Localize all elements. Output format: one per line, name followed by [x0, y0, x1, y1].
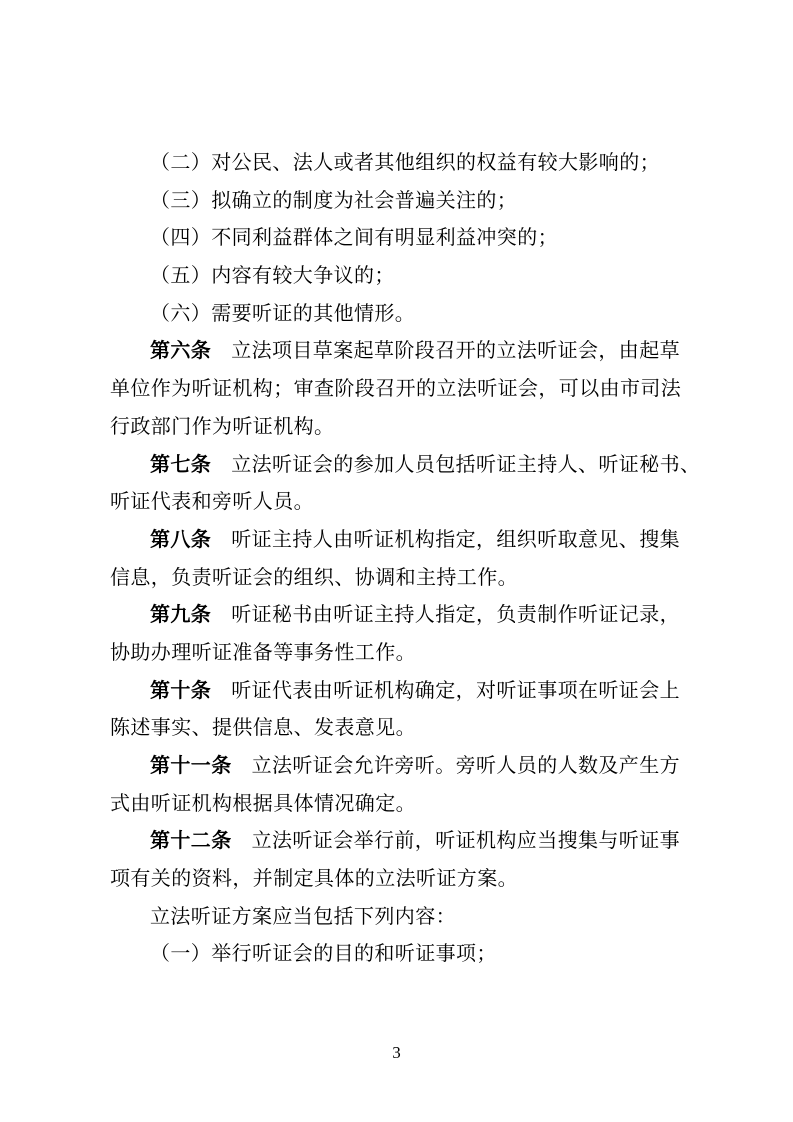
article-text-line: 信息，负责听证会的组织、协调和主持工作。	[110, 564, 518, 589]
article-text-line: 项有关的资料，并制定具体的立法听证方案。	[110, 866, 518, 891]
list-item: （五）内容有较大争议的；	[150, 263, 395, 288]
article-text: 立法听证会举行前，听证机构应当搜集与听证事	[251, 828, 681, 853]
article-8-first-line	[110, 521, 688, 559]
article-number: 第十一条	[150, 753, 232, 777]
article-text-line: 陈述事实、提供信息、发表意见。	[110, 715, 416, 740]
article-number: 第九条	[150, 602, 212, 627]
list-item: （二）对公民、法人或者其他组织的权益有较大影响的；	[150, 150, 660, 174]
article-text-line: 协助办理听证准备等事务性工作。	[110, 639, 416, 664]
list-item: （三）拟确立的制度为社会普遍关注的；	[150, 187, 518, 212]
article-12-first-line	[110, 822, 688, 860]
article-text: 听证主持人由听证机构指定，组织听取意见、搜集	[231, 526, 681, 551]
document-body	[110, 144, 701, 973]
article-9-first-line	[110, 596, 688, 634]
article-text: 听证秘书由听证主持人指定，负责制作听证记录，	[231, 602, 681, 627]
article-number: 第十二条	[150, 828, 232, 853]
article-text-line: 行政部门作为听证机构。	[110, 413, 335, 438]
article-text: 立法听证会允许旁听。旁听人员的人数及产生方	[251, 753, 681, 777]
article-number: 第十条	[150, 677, 212, 702]
article-7-first-line	[110, 446, 701, 484]
article-text-line: 单位作为听证机构；审查阶段召开的立法听证会，可以由市司法	[110, 376, 682, 401]
list-item: （四）不同利益群体之间有明显利益冲突的；	[150, 225, 558, 250]
article-text-line: 听证代表和旁听人员。	[110, 489, 314, 514]
article-text: 听证代表由听证机构确定，对听证事项在听证会上	[231, 677, 681, 702]
article-number: 第七条	[150, 451, 212, 476]
list-item: （六）需要听证的其他情形。	[150, 300, 416, 325]
article-text-line: 式由听证机构根据具体情况确定。	[110, 790, 416, 815]
page-number: 3	[392, 1043, 401, 1062]
list-item: （一）举行听证会的目的和听证事项；	[150, 941, 497, 966]
article-text: 立法听证会的参加人员包括听证主持人、听证秘书、	[231, 451, 701, 476]
article-text: 立法项目草案起草阶段召开的立法听证会，由起草	[231, 338, 681, 363]
article-6-first-line	[110, 332, 688, 370]
article-number: 第六条	[150, 338, 212, 363]
article-11-first-line	[110, 747, 688, 785]
article-10-first-line	[110, 672, 688, 710]
article-number: 第八条	[150, 526, 212, 551]
plan-intro: 立法听证方案应当包括下列内容：	[150, 903, 456, 928]
